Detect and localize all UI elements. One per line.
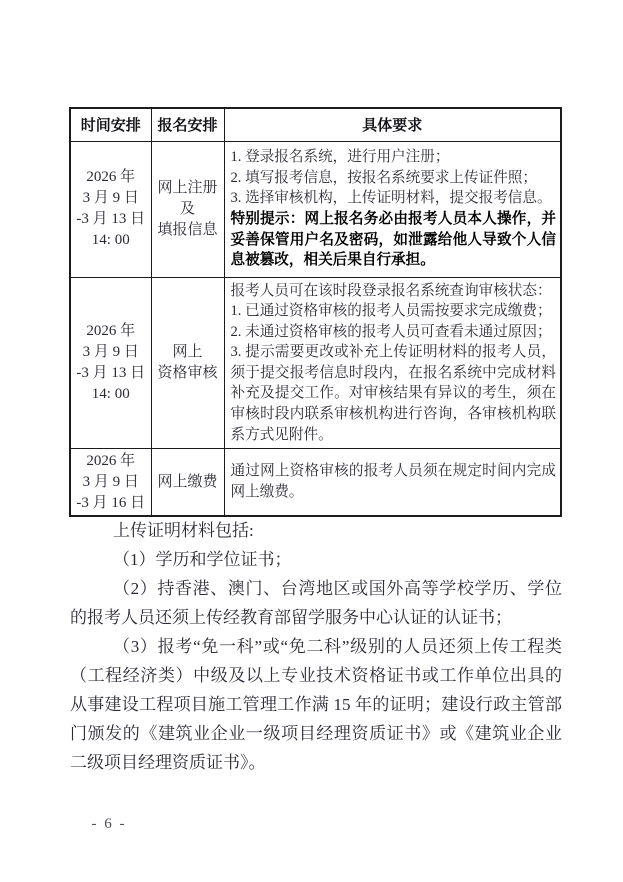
requirement-item: 2. 未通过资格审核的报考人员可查看未通过原因； <box>230 323 552 340</box>
cell-requirements <box>224 449 561 516</box>
cell-stage-name <box>151 449 224 516</box>
cell-requirements <box>224 277 561 449</box>
time-line: 2026 年 <box>86 322 136 339</box>
stage-line: 及 <box>179 200 195 217</box>
time-line: -3 月 13 日 <box>76 211 146 227</box>
requirement-item: 2. 填写报考信息，按报名系统要求上传证件照； <box>230 169 537 186</box>
upload-materials-section <box>70 516 562 777</box>
cell-time-range <box>70 449 151 516</box>
cell-stage-name <box>151 141 224 277</box>
time-line: 3 月 9 日 <box>82 343 139 360</box>
cell-requirements <box>224 141 561 277</box>
time-line: -3 月 13 日 <box>76 364 146 381</box>
upload-material-item-3: （3）报考“免一科”或“免二科”级别的人员还须上传工程类（工程经济类）中级及以上专业技术资格证书或工作单位出具的从事建设工程项目施工管理工作满 15 年的证明；建设行政主管部门颁发的《建筑业企业一级项目经理资质证书》或《建筑业企业二级项目经理资质证书》。 <box>70 637 562 772</box>
column-header-time: 时间安排 <box>70 108 151 141</box>
column-header-requirements: 具体要求 <box>224 108 561 141</box>
upload-material-item-1: （1）学历和学位证书； <box>113 550 292 569</box>
requirement-item: 1. 登录报名系统，进行用户注册； <box>230 149 450 166</box>
requirement-item: 通过网上资格审核的报考人员须在规定时间内完成网上缴费。 <box>230 463 556 500</box>
table-row-qualification-review <box>70 277 561 449</box>
special-note: 特别提示：网上报名务必由报考人员本人操作，并妥善保管用户名及密码，如泄露给他人导致个人信息被篡改，相关后果自行承担。 <box>230 211 556 269</box>
requirement-intro: 报考人员可在该时段登录报名系统查询审核状态： <box>230 282 552 299</box>
cell-time-range <box>70 141 151 277</box>
time-line: 2026 年 <box>86 452 136 469</box>
upload-material-item-2: （2）持香港、澳门、台湾地区或国外高等学校学历、学位的报考人员还须上传经教育部留学服务中心认证的认证书； <box>70 579 562 627</box>
cell-time-range <box>70 277 151 449</box>
registration-schedule-table <box>69 107 562 517</box>
table-header-row <box>70 108 561 141</box>
requirement-item: 3. 选择审核机构，上传证明材料，提交报考信息。 <box>230 190 552 207</box>
page-number: - 6 - <box>91 816 127 832</box>
time-line: 3 月 9 日 <box>82 473 139 490</box>
time-line: 14: 00 <box>91 232 130 248</box>
stage-line: 资格审核 <box>157 364 218 381</box>
stage-line: 填报信息 <box>157 221 218 238</box>
time-line: 14: 00 <box>91 385 130 402</box>
requirement-item: 1. 已通过资格审核的报考人员需按要求完成缴费； <box>230 303 552 320</box>
time-line: 2026 年 <box>86 169 136 185</box>
stage-line: 网上 <box>172 343 203 360</box>
upload-materials-intro: 上传证明材料包括: <box>113 521 254 540</box>
column-header-stage: 报名安排 <box>151 108 224 141</box>
cell-stage-name <box>151 277 224 449</box>
stage-line: 网上缴费 <box>157 473 218 490</box>
requirement-item: 3. 提示需要更改或补充上传证明材料的报考人员，须于提交报考信息时段内，在报名系统中完成材料补充及提交工作。对审核结果有异议的考生，须在审核时段内联系审核机构进行咨询，各审核机构联系方式见附件。 <box>230 344 556 443</box>
table-row-registration <box>70 141 561 277</box>
stage-line: 网上注册 <box>157 179 218 196</box>
time-line: 3 月 9 日 <box>82 190 139 206</box>
time-line: -3 月 16 日 <box>76 494 146 511</box>
table-row-payment <box>70 449 561 516</box>
